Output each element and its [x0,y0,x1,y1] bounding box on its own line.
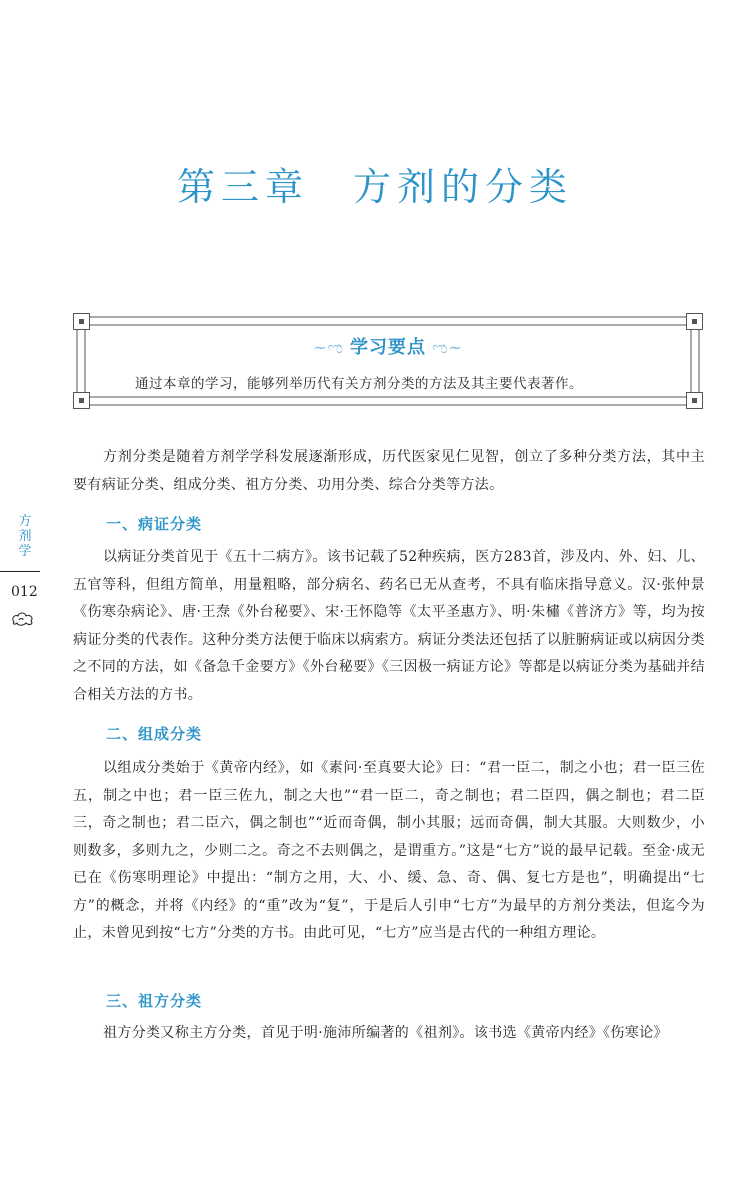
side-divider [0,571,40,572]
chapter-title [0,156,750,211]
section-heading: 二、组成分类 [106,725,203,743]
objectives-heading [73,333,703,359]
section-paragraph: 以组成分类始于《黄帝内经》，如《素问·至真要大论》曰：“君一臣二，制之小也；君一臣三佐五，制之中也；君一臣三佐九，制之大也”“君一臣二，奇之制也；君二臣四，偶之制也；君二臣三，奇之制也；君二臣六，偶之制也”“近而奇偶，制小其服；远而奇偶，制大其服。大则数少，小则数多，多则九之，少则二之。奇之不去则偶之，是谓重方。”这是“七方”说的最早记载。至金·成无已在《伤寒明理论》中提出：“制方之用，大、小、缓、急、奇、偶、复七方是也”，明确提出“七方”的概念，并将《内经》的“重”改为“复”，于是后人引申“七方”为最早的方剂分类法，但迄今为止，未曾见到按“七方”分类的方书。由此可见，“七方”应当是古代的一种组方理论。 [73,760,705,941]
cloud-ornament-icon [11,611,35,627]
chapter-number: 第三章 [176,165,309,209]
objectives-heading-text: 学习要点 [350,337,426,358]
page-number: 012 [11,584,38,600]
learning-objectives-box [73,313,703,409]
swirl-right-icon: ಌ~ [426,338,463,357]
frame-border-icon [73,313,703,409]
swirl-left-icon: ~ಌ [313,338,350,357]
section-heading: 三、祖方分类 [106,992,203,1010]
section-heading: 一、病证分类 [106,515,203,533]
section-paragraph: 以病证分类首见于《五十二病方》。该书记载了52种疾病，医方283首，涉及内、外、妇、儿、五官等科，但组方简单，用量粗略，部分病名、药名已无从查考，不具有临床指导意义。汉·张仲景《伤寒杂病论》、唐·王焘《外台秘要》、宋·王怀隐等《太平圣惠方》、明·朱橚《普济方》等，均为按病证分类的代表作。这种分类方法便于临床以病索方。病证分类法还包括了以脏腑病证或以病因分类之不同的方法，如《备急千金要方》《外台秘要》《三因极一病证方论》等都是以病证分类为基础并结合相关方法的方书。 [73,549,705,703]
objectives-text: 通过本章的学习，能够列举历代有关方剂分类的方法及其主要代表著作。 [135,376,583,392]
intro-paragraph: 方剂分类是随着方剂学学科发展逐渐形成，历代医家见仁见智，创立了多种分类方法，其中主要有病证分类、组成分类、祖方分类、功用分类、综合分类等方法。 [73,449,705,493]
section-paragraph: 祖方分类又称主方分类，首见于明·施沛所编著的《祖剂》。该书选《黄帝内经》《伤寒论》 [103,1025,668,1041]
book-title-side-label: 方剂学 [18,514,32,559]
chapter-name: 方剂的分类 [353,165,574,209]
